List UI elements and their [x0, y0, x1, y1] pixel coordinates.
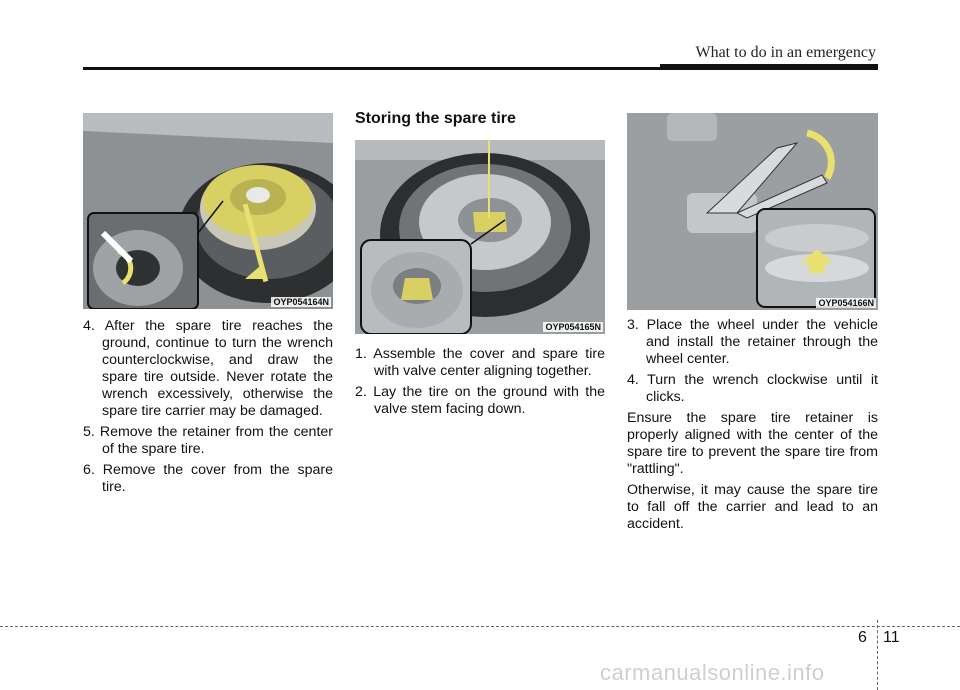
figure-code: OYP054164N [273, 297, 329, 307]
section-heading: Storing the spare tire [355, 110, 516, 127]
figure-storing-spare-tire [355, 140, 605, 334]
footer-page-divider [877, 620, 878, 690]
storing-step-1-text: 1. Assemble the cover and spare tire with valve center aligning together. [355, 346, 605, 379]
step-6-text: 6. Remove the cover from the spare tire. [83, 462, 333, 495]
storing-spare-tire-illustration [355, 140, 605, 334]
column-3 [627, 317, 878, 537]
storing-step-4-text: 4. Turn the wrench clockwise until it clicks. [627, 372, 878, 405]
step-4-text: 4. After the spare tire reaches the ground, continue to turn the wrench counterclockwise, and draw the spare tire outside. Never rotate the wrench excessively, otherwise the spare tire carrier may be damaged. [83, 318, 333, 419]
warning-note: Otherwise, it may cause the spare tire to fall off the carrier and lead to an accident. [627, 482, 878, 532]
watermark: carmanualsonline.info [600, 660, 825, 685]
figure-spare-tire-removal [83, 113, 333, 309]
spare-tire-removal-illustration [83, 113, 333, 309]
page-number: 11 [883, 629, 900, 646]
footer-rule [0, 626, 960, 627]
figure-code: OYP054166N [818, 298, 874, 308]
storing-step-2-text: 2. Lay the tire on the ground with the valve stem facing down. [355, 384, 605, 417]
header-rule [83, 67, 878, 70]
alignment-note: Ensure the spare tire retainer is properly aligned with the center of the spare tire to prevent the spare tire from "rattling". [627, 410, 878, 477]
wrench-retainer-illustration [627, 113, 878, 310]
step-5-text: 5. Remove the retainer from the center of the spare tire. [83, 424, 333, 457]
column-2 [355, 346, 605, 422]
section-title: What to do in an emergency [695, 44, 876, 61]
storing-step-3-text: 3. Place the wheel under the vehicle and install the retainer through the wheel center. [627, 317, 878, 367]
figure-code: OYP054165N [545, 322, 601, 332]
figure-wrench-retainer [627, 113, 878, 310]
column-1 [83, 318, 333, 500]
chapter-number: 6 [858, 629, 867, 646]
